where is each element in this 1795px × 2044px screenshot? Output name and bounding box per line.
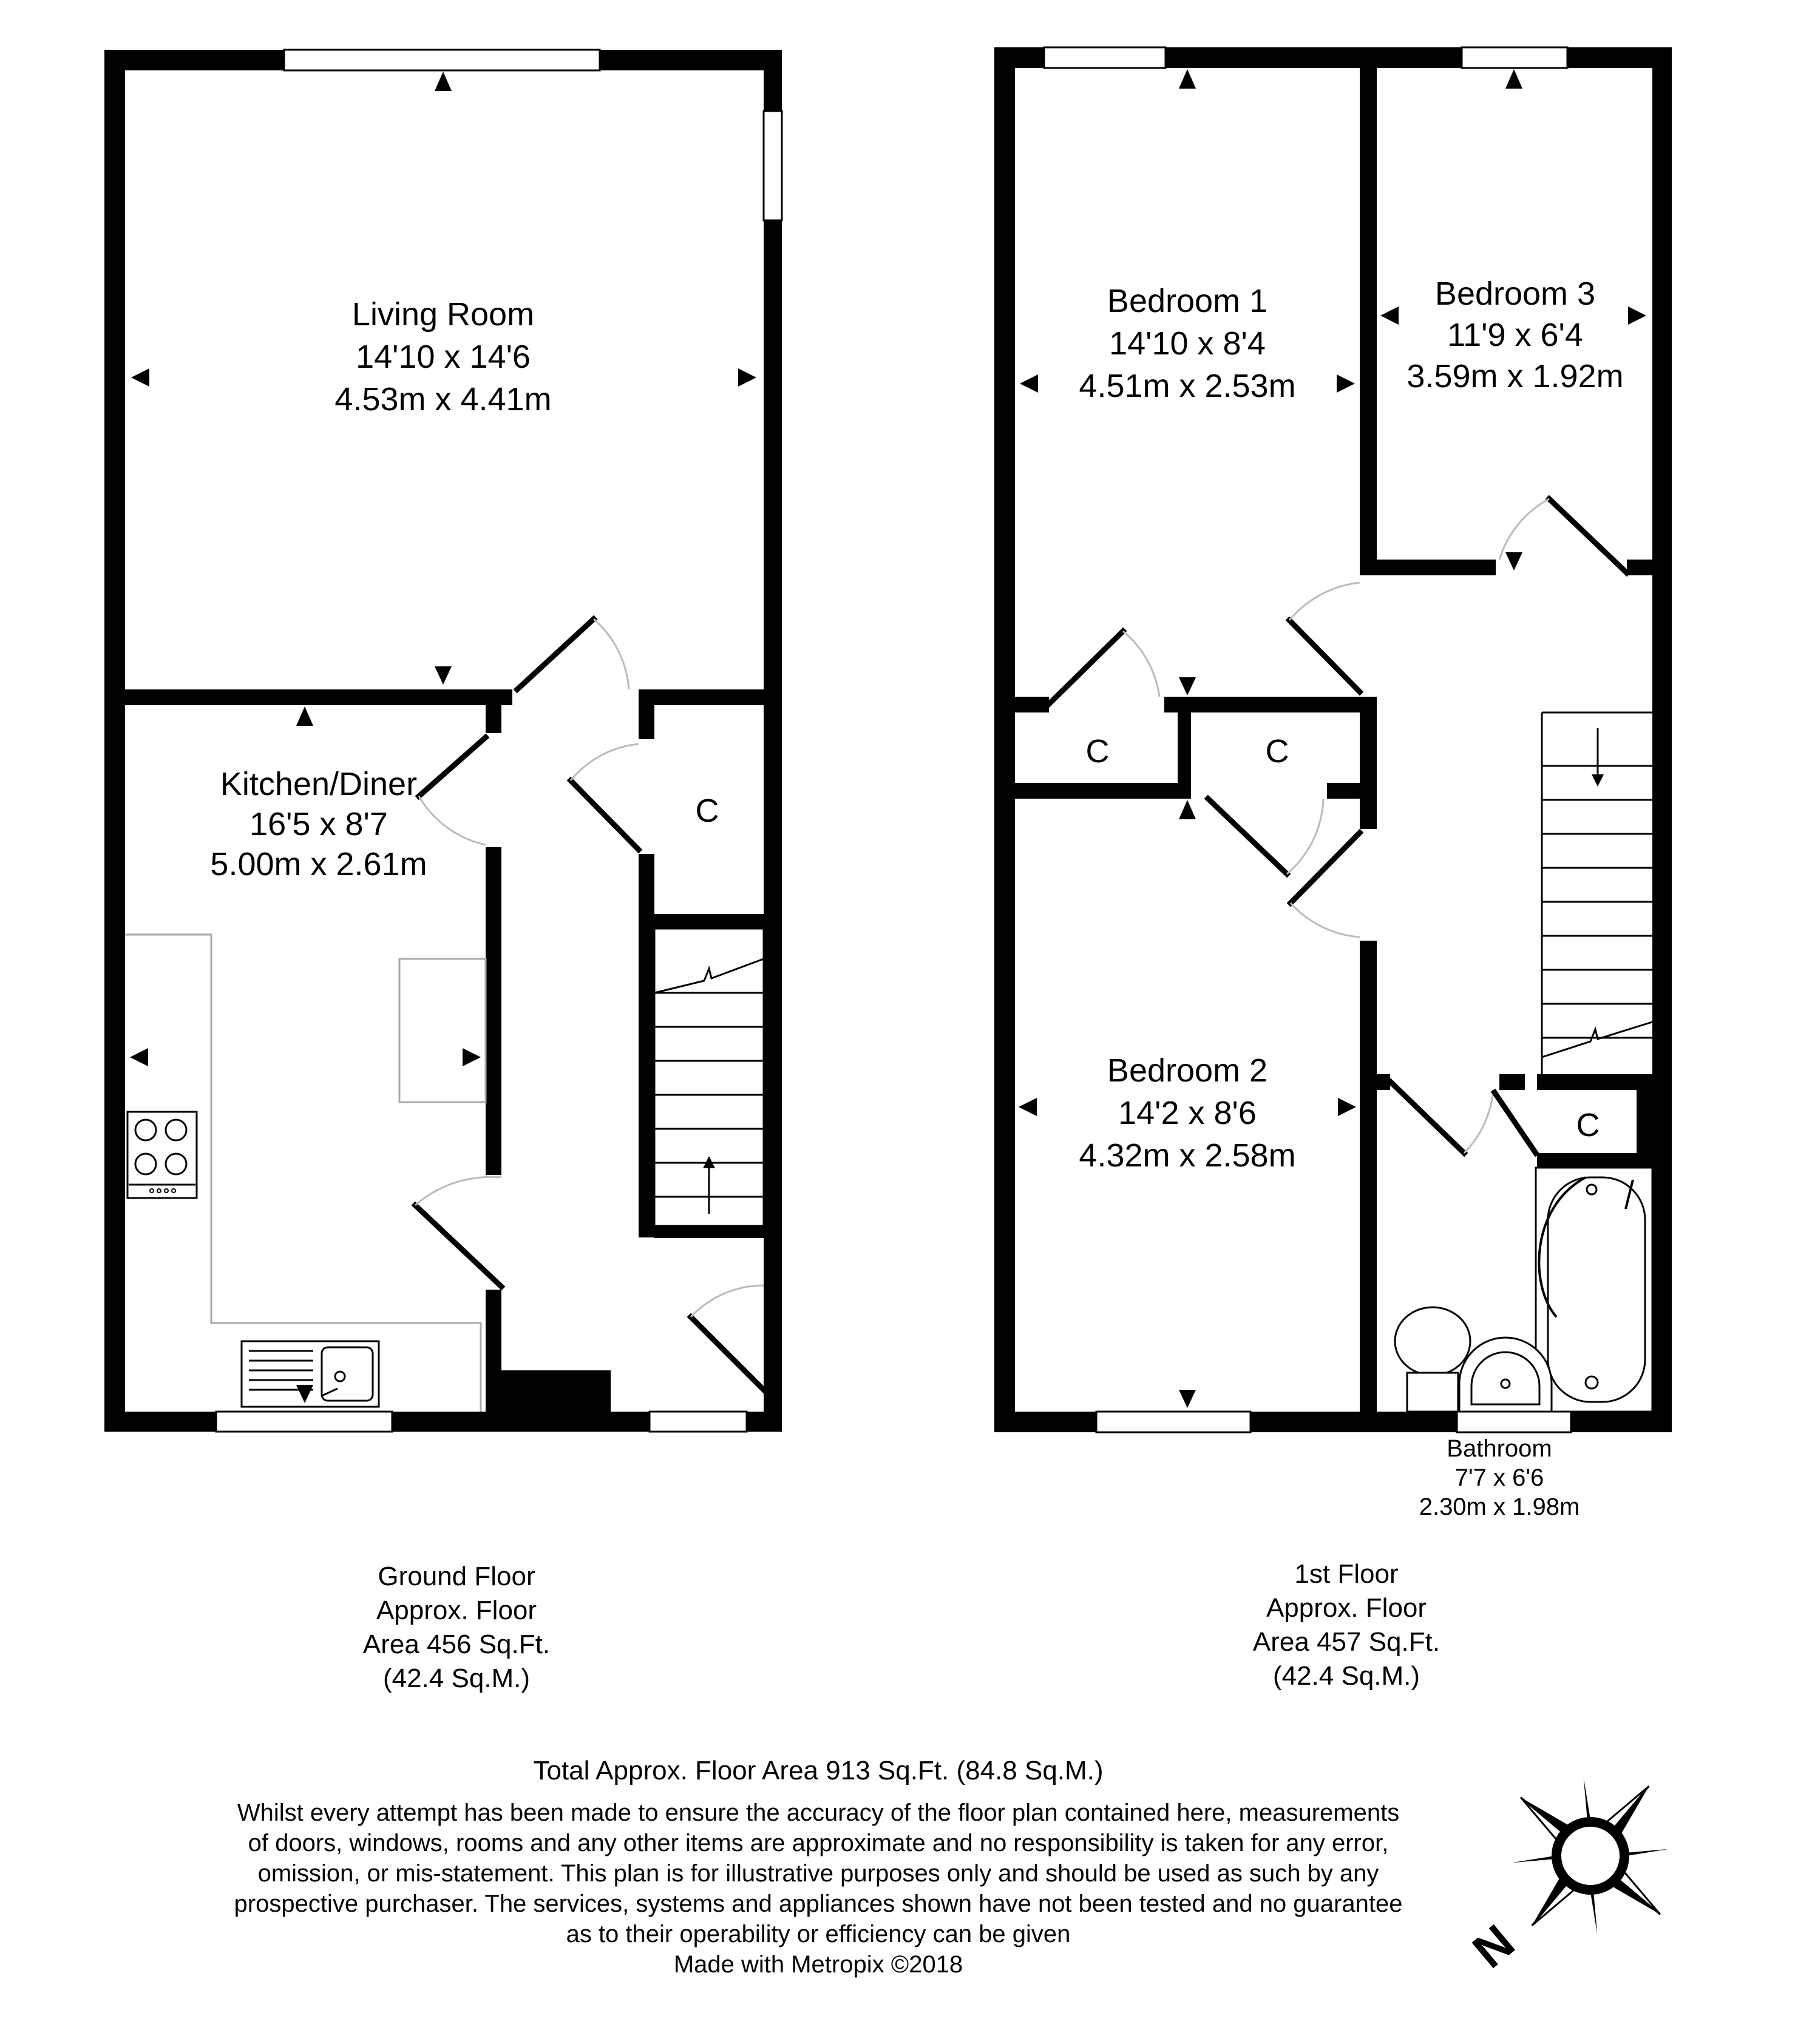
bedroom3-arrow-left (1380, 306, 1399, 325)
ground-floor-line4: (42.4 Sq.M.) (382, 1663, 531, 1693)
bedroom1-arrow-right (1337, 374, 1355, 393)
bedroom2-east-wall (1360, 941, 1377, 1412)
ground-floor-line2: Approx. Floor (376, 1596, 537, 1625)
cupboard-c1-door (1049, 631, 1123, 704)
kitchen-wall-stub (486, 705, 501, 733)
cupboard-wall-b (1164, 697, 1377, 712)
cupboard-c2-door (1208, 799, 1287, 874)
bedroom1-window (1044, 47, 1166, 68)
disclaimer-line1: Whilst every attempt has been made to ensure the accuracy of the floor plan contained here, measurements (237, 1799, 1400, 1826)
bathroom-name: Bathroom (1447, 1435, 1552, 1462)
total-area: Total Approx. Floor Area 913 Sq.Ft. (84.8 Sq.M.) (533, 1756, 1104, 1785)
cupboard-divider (1178, 712, 1191, 799)
hall-block (501, 1370, 611, 1412)
kitchen-name: Kitchen/Diner (220, 766, 418, 802)
first-floor-summary (1253, 1559, 1440, 1691)
bedroom3-arrow-bottom (1505, 552, 1522, 570)
living-hall-wall (639, 689, 764, 705)
living-arrow-left (131, 368, 149, 387)
bath-icon (1536, 1168, 1652, 1412)
ground-floor-line1: Ground Floor (378, 1562, 535, 1591)
bedroom1-name: Bedroom 1 (1107, 283, 1268, 319)
living-room-door (517, 619, 594, 689)
cupboard-east-wall (1360, 697, 1377, 829)
cupboard-floor-a (1015, 783, 1191, 799)
door-swing (1287, 799, 1323, 874)
entrance-post (764, 1394, 782, 1412)
door-swing (1123, 631, 1159, 697)
disclaimer-line5: as to their operability or efficiency can be given (566, 1921, 1071, 1948)
bedroom3-name: Bedroom 3 (1434, 276, 1596, 312)
bedroom2-arrow-right (1338, 1098, 1356, 1116)
first-floor-line4: (42.4 Sq.M.) (1272, 1661, 1420, 1691)
bedroom1-arrow-top (1179, 69, 1196, 89)
door-swing (415, 1177, 501, 1205)
kitchen-rear-door (415, 1205, 501, 1287)
stair-base-wall (654, 1226, 764, 1238)
bedroom1-3-wall (1360, 68, 1377, 575)
bedroom2-arrow-bottom (1179, 1390, 1196, 1408)
bedroom3-metric: 3.59m x 1.92m (1406, 358, 1624, 394)
bedroom1-door (1289, 620, 1360, 692)
ground-window-north (284, 50, 600, 70)
bedroom3-arrow-top (1505, 69, 1522, 89)
kitchen-imperial: 16'5 x 8'7 (249, 806, 388, 842)
bedroom1-arrow-left (1020, 374, 1038, 393)
kitchen-hall-wall-lower (486, 1290, 501, 1412)
ground-window-east (764, 111, 782, 220)
living-arrow-bottom (435, 666, 452, 685)
disclaimer (234, 1799, 1403, 1978)
door-swing (594, 619, 629, 689)
living-room-imperial: 14'10 x 14'6 (356, 339, 531, 375)
ground-east-wall (764, 50, 782, 1430)
bathroom-imperial: 7'7 x 6'6 (1454, 1464, 1544, 1491)
disclaimer-line4: prospective purchaser. The services, systems and appliances shown have not been tested and no guarantee (234, 1890, 1403, 1917)
bedroom2-door (1291, 833, 1360, 903)
door-swing (1291, 903, 1360, 937)
door-swing (1499, 499, 1549, 560)
bedroom2-arrow-left (1019, 1098, 1037, 1116)
living-room-metric: 4.53m x 4.41m (334, 381, 552, 418)
bedroom3-south-wall (1377, 560, 1496, 575)
bedroom3-arrow-right (1628, 306, 1646, 325)
ground-floor-summary (363, 1562, 550, 1693)
bedroom2-metric: 4.32m x 2.58m (1079, 1137, 1296, 1174)
door-swing (419, 796, 486, 845)
kitchen-units (125, 935, 486, 1412)
living-kitchen-wall (125, 689, 512, 705)
ground-window-hall (650, 1412, 747, 1432)
landing-stub-b (1499, 1074, 1525, 1090)
first-floor-plan (994, 47, 1672, 1520)
cupboard-floor-b (1327, 783, 1377, 799)
living-arrow-right (738, 368, 756, 387)
first-floor-line2: Approx. Floor (1266, 1593, 1427, 1623)
bedroom1-metric: 4.51m x 2.53m (1079, 368, 1296, 404)
bedroom3-south-stub (1627, 560, 1652, 575)
kitchen-arrow-left (130, 1048, 148, 1066)
kitchen-metric: 5.00m x 2.61m (210, 846, 427, 882)
kitchen-door (419, 737, 486, 796)
bathroom-metric: 2.30m x 1.98m (1419, 1494, 1580, 1520)
first-cupboard-label-2: C (1265, 733, 1289, 770)
ground-staircase (654, 929, 764, 1226)
kitchen-island (399, 959, 486, 1102)
ground-floor-plan (104, 50, 782, 1432)
first-west-wall (994, 47, 1015, 1432)
first-cupboard-label-1: C (1085, 733, 1110, 770)
stair-down-arrow-head (1592, 774, 1604, 787)
door-swing (1464, 1090, 1493, 1153)
bedroom3-imperial: 11'9 x 6'4 (1447, 317, 1583, 353)
bedroom3-door (1549, 499, 1627, 573)
first-staircase (1542, 712, 1652, 1074)
ground-floor-line3: Area 456 Sq.Ft. (362, 1629, 551, 1659)
kitchen-arrow-right (463, 1048, 481, 1066)
bedroom2-arrow-top (1179, 800, 1196, 819)
cupboard-wall-top (639, 705, 654, 739)
kitchen-hall-wall (486, 847, 501, 1175)
bedroom2-name: Bedroom 2 (1107, 1052, 1268, 1089)
cupboard-wall-a (1015, 697, 1049, 712)
door-swing (691, 1285, 764, 1317)
bedroom2-imperial: 14'2 x 8'6 (1118, 1095, 1257, 1131)
bathroom-window (1457, 1412, 1571, 1432)
first-floor-line1: 1st Floor (1294, 1559, 1399, 1589)
ground-west-wall (104, 50, 125, 1430)
bathroom-north-wall (1537, 1153, 1652, 1168)
bathroom-door (1390, 1081, 1464, 1153)
hob-icon (127, 1112, 197, 1198)
bedroom1-imperial: 14'10 x 8'4 (1109, 325, 1266, 362)
disclaimer-line2: of doors, windows, rooms and any other items are approximate and no responsibility is taken for any error, (248, 1830, 1389, 1856)
compass-north-label: N (1462, 1914, 1525, 1978)
sink-icon (242, 1341, 379, 1407)
cupboard-floor-wall (654, 914, 764, 929)
ground-window-kitchen (216, 1412, 392, 1432)
stair-wall (639, 854, 654, 1237)
disclaimer-line6: Made with Metropix ©2018 (673, 1951, 963, 1978)
first-east-wall (1652, 47, 1672, 1432)
kitchen-arrow-top (296, 706, 313, 726)
front-door (691, 1317, 764, 1390)
cupboard-door (571, 780, 639, 850)
cupboard-c3-top (1537, 1074, 1652, 1090)
door-swing (1289, 583, 1360, 620)
living-arrow-top (435, 72, 452, 91)
door-swing (571, 744, 639, 780)
first-cupboard-label-3: C (1576, 1107, 1600, 1143)
bedroom1-arrow-bottom (1179, 677, 1196, 695)
disclaimer-line3: omission, or mis-statement. This plan is for illustrative purposes only and should be used as such by any (257, 1860, 1379, 1887)
bedroom2-window (1096, 1412, 1250, 1432)
first-floor-line3: Area 457 Sq.Ft. (1252, 1627, 1440, 1657)
cupboard-c3-door (1495, 1092, 1536, 1153)
ground-cupboard-label: C (695, 793, 719, 829)
bedroom3-window (1462, 47, 1567, 68)
living-room-name: Living Room (351, 296, 535, 333)
